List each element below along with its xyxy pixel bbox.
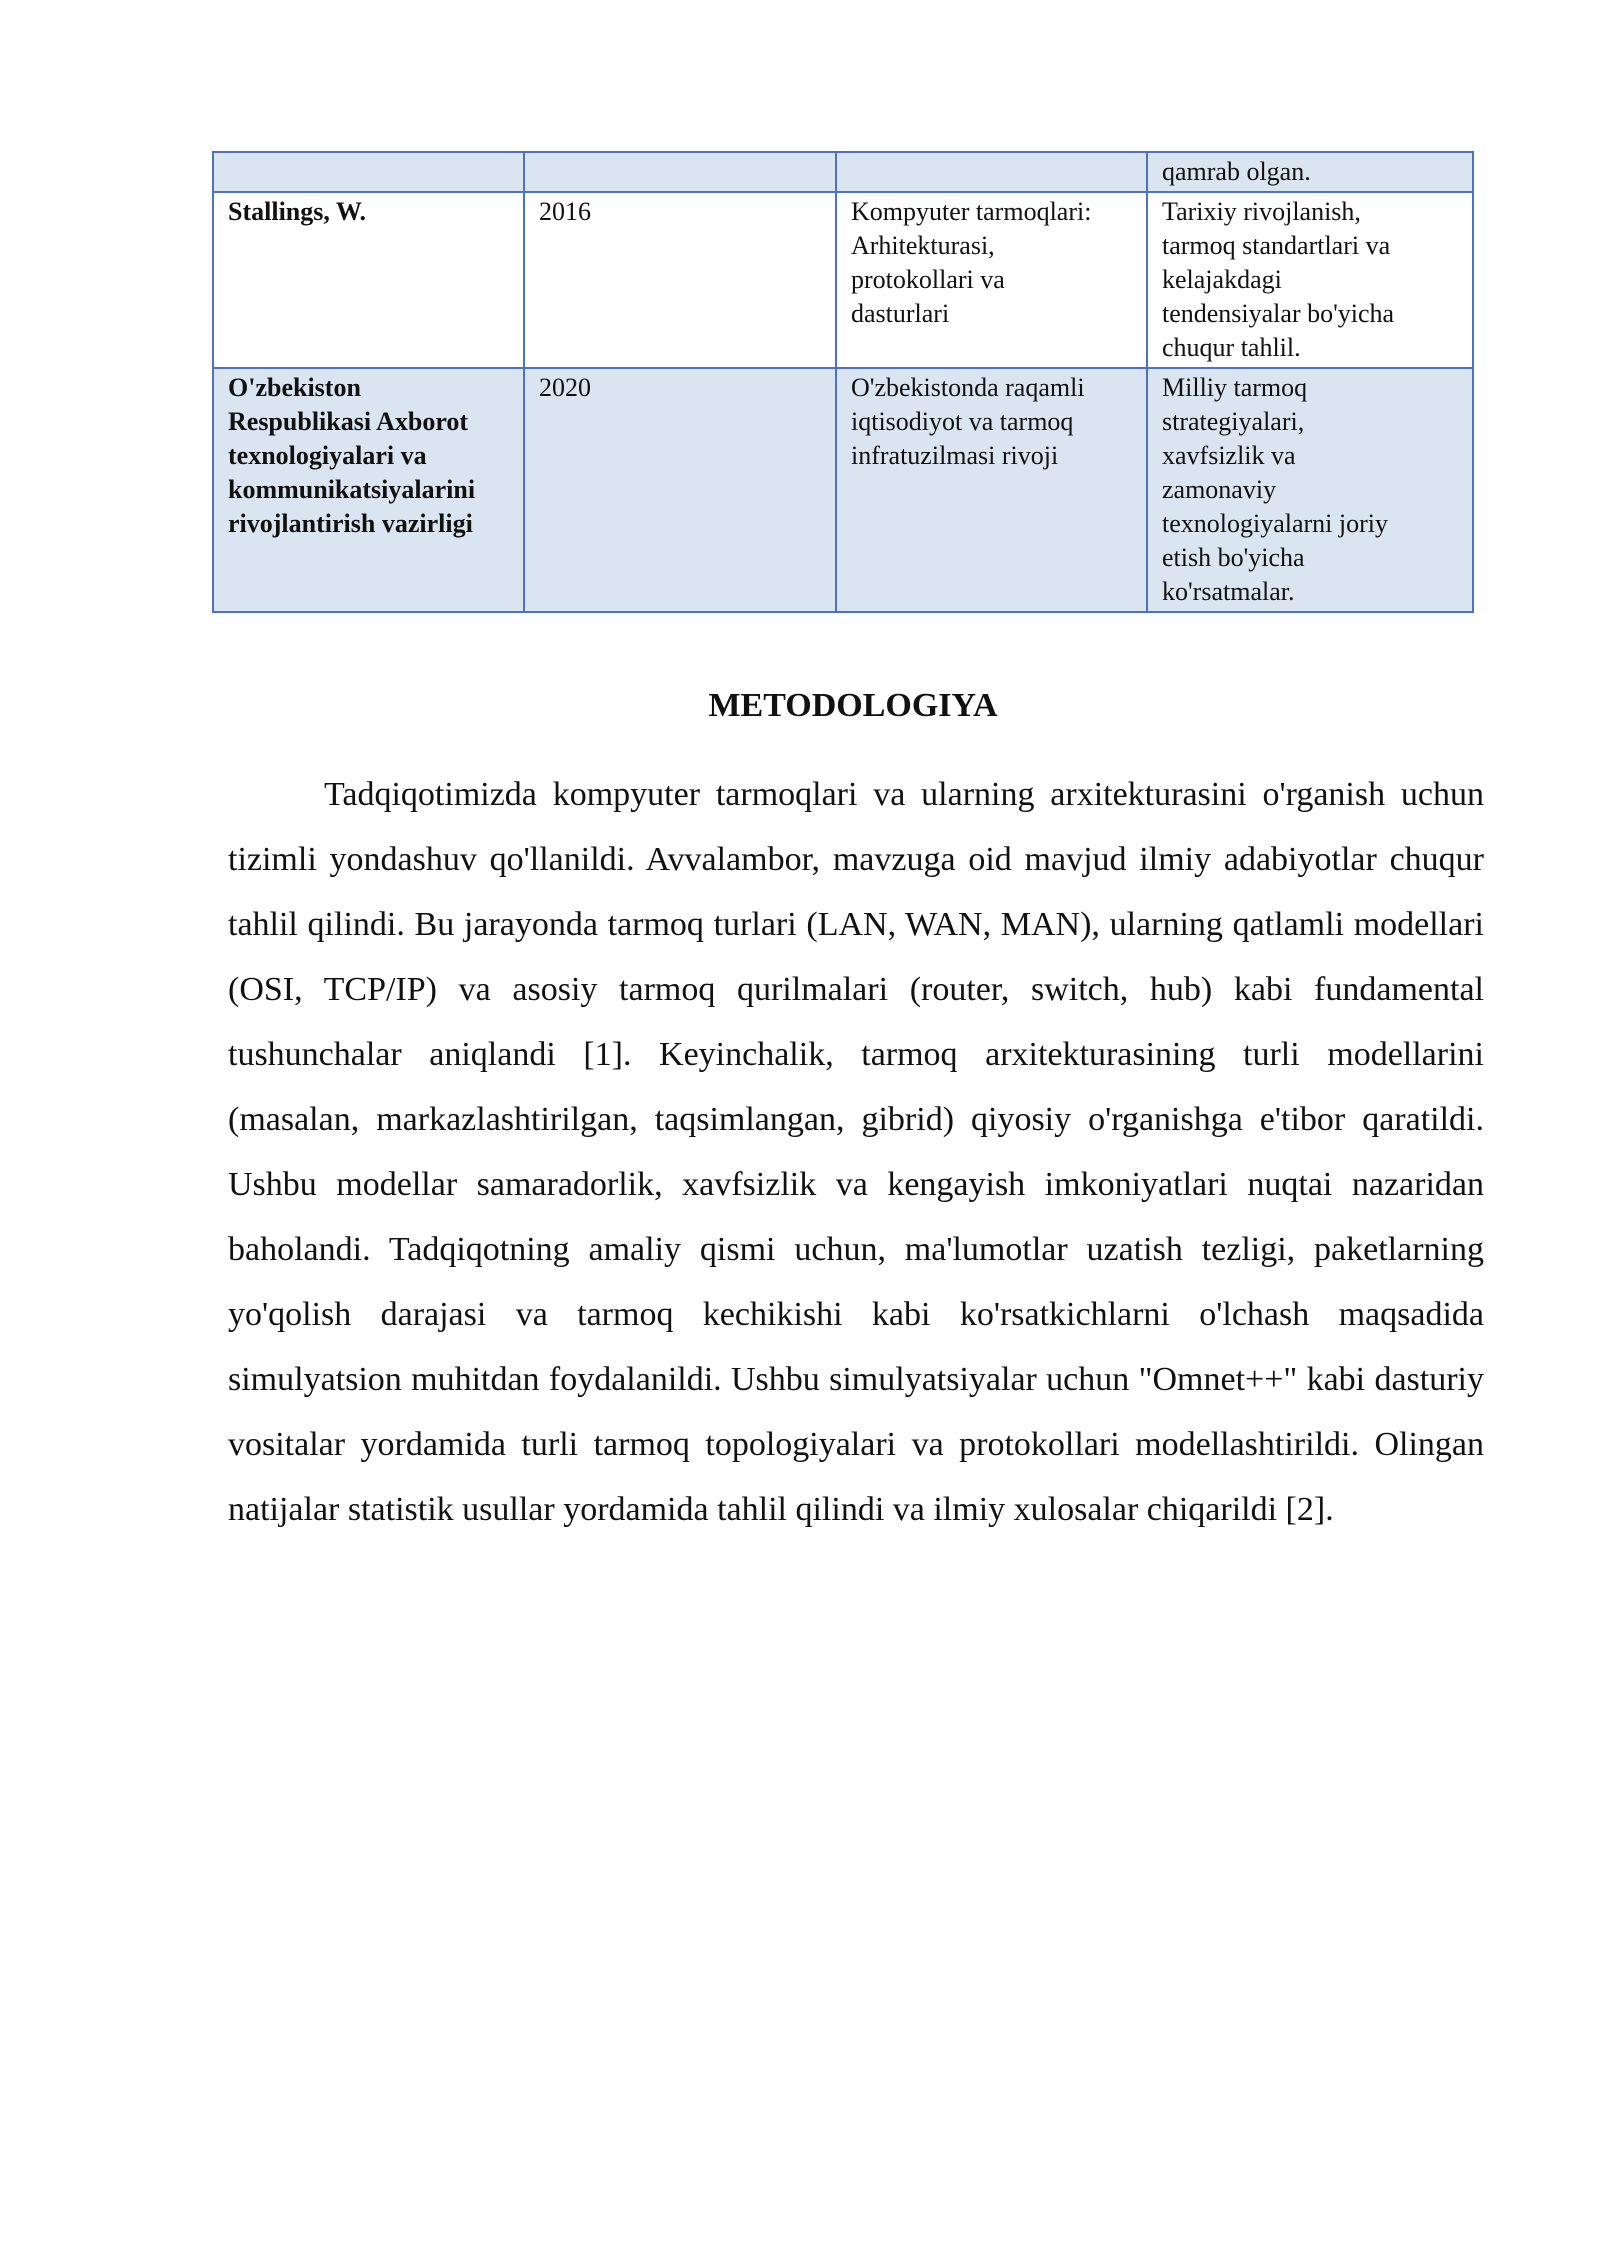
- table-cell-author: Stallings, W.: [213, 192, 524, 368]
- table-row: [213, 152, 1473, 192]
- table-cell-title: [836, 152, 1147, 192]
- table-row: [213, 368, 1473, 612]
- table-cell-summary: qamrab olgan.: [1147, 152, 1473, 192]
- literature-table: [212, 151, 1474, 613]
- section-heading: METODOLOGIYA: [708, 687, 998, 724]
- table-cell-summary: Milliy tarmoq strategiyalari, xavfsizlik va zamonaviy texnologiyalarni joriy etish bo'yicha ko'rsatmalar.: [1147, 368, 1473, 612]
- table-cell-year: 2020: [524, 368, 836, 612]
- table-cell-author: O'zbekiston Respublikasi Axborot texnologiyalari va kommunikatsiyalarini rivojlantirish vazirligi: [213, 368, 524, 612]
- table-cell-year: 2016: [524, 192, 836, 368]
- table-row: [213, 192, 1473, 368]
- table-cell-author: [213, 152, 524, 192]
- table-cell-summary: Tarixiy rivojlanish, tarmoq standartlari va kelajakdagi tendensiyalar bo'yicha chuqur tahlil.: [1147, 192, 1473, 368]
- table-cell-year: [524, 152, 836, 192]
- table-cell-title: Kompyuter tarmoqlari: Arhitekturasi, protokollari va dasturlari: [836, 192, 1147, 368]
- table-cell-title: O'zbekistonda raqamli iqtisodiyot va tarmoq infratuzilmasi rivoji: [836, 368, 1147, 612]
- methodology-paragraph: Tadqiqotimizda kompyuter tarmoqlari va ularning arxitekturasini o'rganish uchun tizimli yondashuv qo'llanildi. Avvalambor, mavzuga oid mavjud ilmiy adabiyotlar chuqur tahlil qilindi. Bu jarayonda tarmoq turlari (LAN, WAN, MAN), ularning qatlamli modellari (OSI, TCP/IP) va asosiy tarmoq qurilmalari (router, switch, hub) kabi fundamental tushunchalar aniqlandi [1]. Keyinchalik, tarmoq arxitekturasining turli modellarini (masalan, markazlashtirilgan, taqsimlangan, gibrid) qiyosiy o'rganishga e'tibor qaratildi. Ushbu modellar samaradorlik, xavfsizlik va kengayish imkoniyatlari nuqtai nazaridan baholandi. Tadqiqotning amaliy qismi uchun, ma'lumotlar uzatish tezligi, paketlarning yo'qolish darajasi va tarmoq kechikishi kabi ko'rsatkichlarni o'lchash maqsadida simulyatsion muhitdan foydalanildi. Ushbu simulyatsiyalar uchun "Omnet++" kabi dasturiy vositalar yordamida turli tarmoq topologiyalari va protokollari modellashtirildi. Olingan natijalar statistik usullar yordamida tahlil qilindi va ilmiy xulosalar chiqarildi [2].: [228, 776, 1484, 1528]
